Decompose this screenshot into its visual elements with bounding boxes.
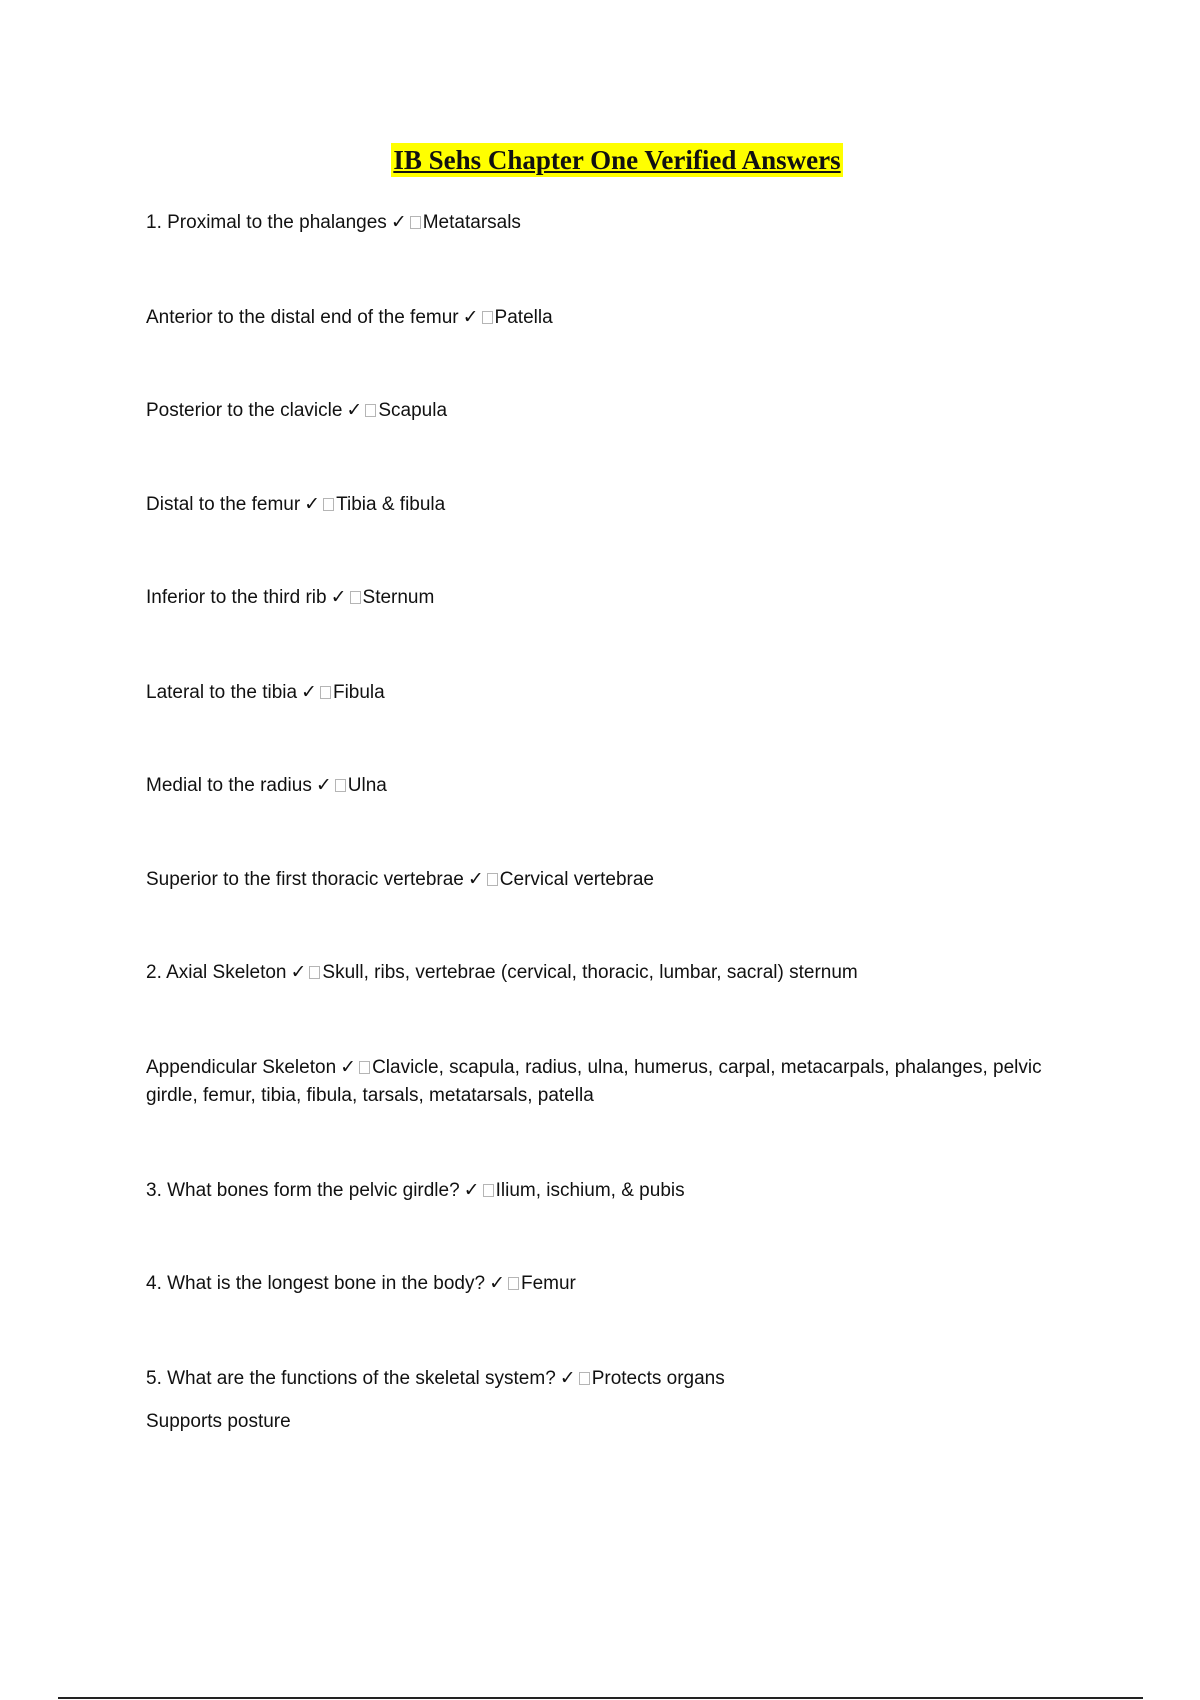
qa-item [146,303,1046,332]
extra-answer-line [146,1408,1046,1436]
check-icon: ✓ [346,399,363,421]
question-text: Appendicular Skeleton [146,1057,337,1078]
checkbox-glyph-icon [365,404,376,417]
checkbox-glyph-icon [335,779,346,792]
qa-item [146,396,1046,425]
question-text: Posterior to the clavicle [146,400,343,421]
answer-text: Femur [520,1273,576,1294]
qa-item [146,678,1046,707]
answer-text: Scapula [378,400,448,421]
answer-text: Cervical vertebrae [499,869,654,890]
title-container [0,143,1200,177]
qa-item [146,1364,1046,1393]
question-text: 3. What bones form the pelvic girdle? [146,1180,460,1201]
qa-item [146,1269,1046,1298]
checkbox-glyph-icon [359,1061,370,1074]
question-text: 5. What are the functions of the skeletal system? [146,1368,556,1389]
answer-text: Ulna [347,775,387,796]
check-icon: ✓ [290,961,307,983]
page-title: IB Sehs Chapter One Verified Answers [393,145,841,175]
qa-item [146,771,1046,800]
qa-item [146,958,1046,987]
check-icon: ✓ [462,306,479,328]
question-text: 2. Axial Skeleton [146,962,287,983]
question-text: Superior to the first thoracic vertebrae [146,869,464,890]
extra-answer-text: Supports posture [146,1411,291,1432]
answer-text: Skull, ribs, vertebrae (cervical, thoracic, lumbar, sacral) sternum [322,962,858,983]
bottom-divider [58,1697,1143,1699]
question-text: Inferior to the third rib [146,587,327,608]
checkbox-glyph-icon [320,686,331,699]
check-icon: ✓ [340,1056,357,1078]
check-icon: ✓ [467,868,484,890]
qa-item [146,865,1046,894]
answer-text: Clavicle, scapula, radius, ulna, humerus, carpal, metacarpals, phalanges, pelvic girdle, femur, tibia, fibula, tarsals, metatarsals, patella [146,1057,1042,1106]
checkbox-glyph-icon [508,1277,519,1290]
qa-item [146,490,1046,519]
answer-text: Sternum [362,587,435,608]
checkbox-glyph-icon [309,966,320,979]
qa-item [146,1176,1046,1205]
answer-text: Metatarsals [422,212,521,233]
question-text: Medial to the radius [146,775,312,796]
checkbox-glyph-icon [350,591,361,604]
answer-text: Fibula [332,682,385,703]
checkbox-glyph-icon [483,1184,494,1197]
question-text: 4. What is the longest bone in the body? [146,1273,486,1294]
qa-item [146,1053,1046,1110]
checkbox-glyph-icon [482,311,493,324]
answer-text: Ilium, ischium, & pubis [495,1180,685,1201]
question-text: 1. Proximal to the phalanges [146,212,387,233]
qa-item [146,208,1046,237]
checkbox-glyph-icon [487,873,498,886]
check-icon: ✓ [330,586,347,608]
check-icon: ✓ [463,1179,480,1201]
question-text: Distal to the femur [146,494,301,515]
check-icon: ✓ [390,211,407,233]
answer-text: Patella [494,307,553,328]
question-text: Anterior to the distal end of the femur [146,307,459,328]
answer-text: Tibia & fibula [336,494,446,515]
checkbox-glyph-icon [323,498,334,511]
check-icon: ✓ [304,493,321,515]
answer-text: Protects organs [591,1368,725,1389]
check-icon: ✓ [301,681,317,703]
checkbox-glyph-icon [410,216,421,229]
check-icon: ✓ [559,1367,576,1389]
question-text: Lateral to the tibia [146,682,298,703]
check-icon: ✓ [315,774,332,796]
check-icon: ✓ [489,1272,505,1294]
qa-item [146,583,1046,612]
checkbox-glyph-icon [579,1372,590,1385]
